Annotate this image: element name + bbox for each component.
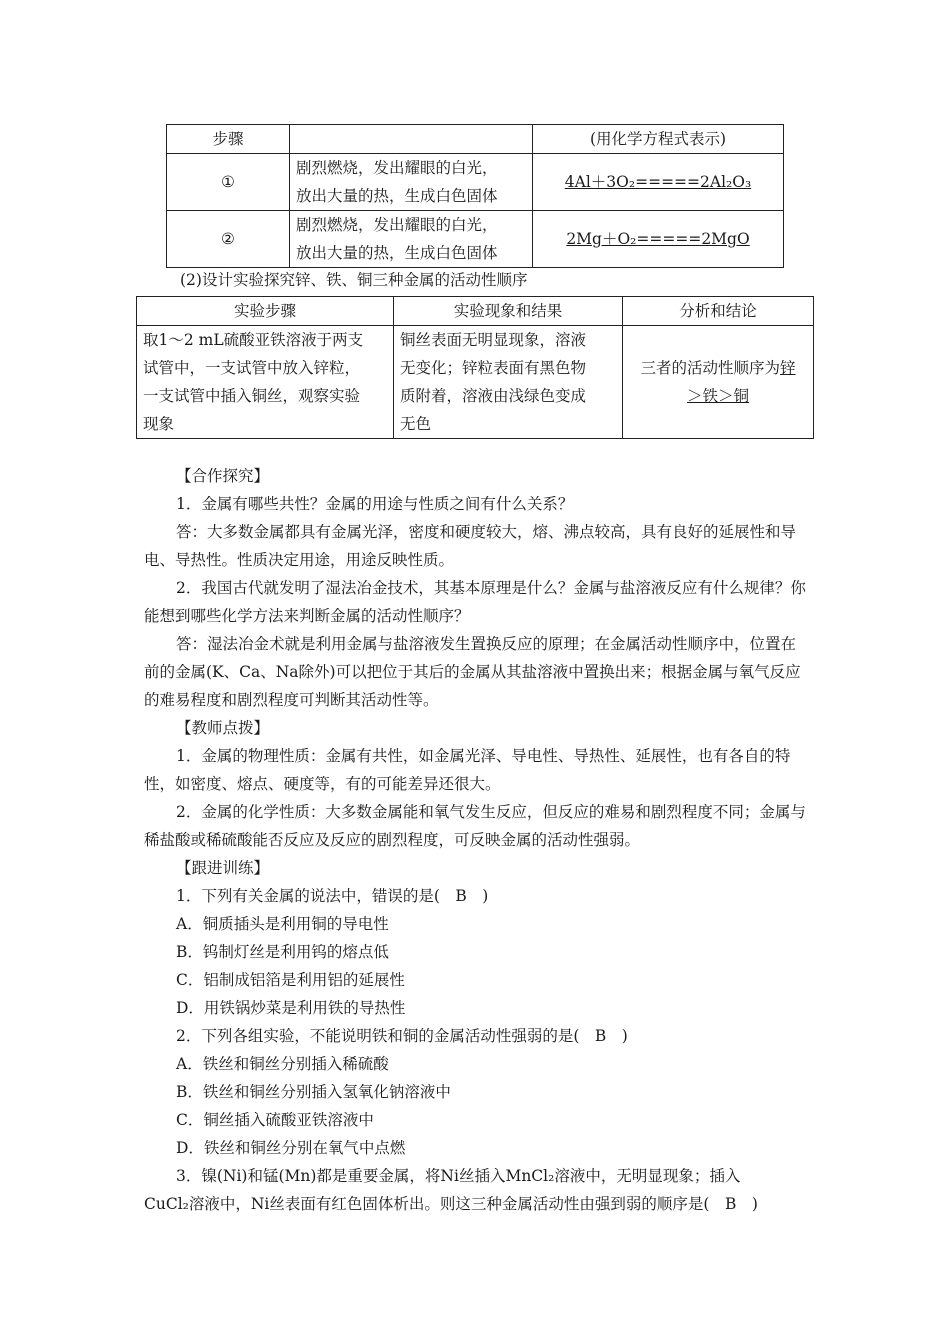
exercise-option: B．铁丝和铜丝分别插入氢氧化钠溶液中 [176, 1083, 451, 1101]
header-cell: 分析和结论 [623, 297, 814, 326]
header-phenomenon [290, 125, 533, 154]
phenomenon-line: 放出大量的热，生成白色固体 [296, 244, 498, 262]
table-row [137, 326, 814, 439]
exercise-question: 3．镍(Ni)和锰(Mn)都是重要金属，将Ni丝插入MnCl₂溶液中，无明显现象；插入 [176, 1167, 741, 1185]
exercise-question: 2．下列各组实验，不能说明铁和铜的金属活动性强弱的是( B ) [176, 1027, 628, 1045]
paragraph: 2．金属的化学性质：大多数金属能和氧气发生反应，但反应的难易和剧烈程度不同；金属与稀盐酸或稀硫酸能否反应及反应的剧烈程度，可反映金属的活动性强弱。 [144, 803, 806, 849]
table-row [167, 125, 784, 154]
steps-line: 一支试管中插入铜丝，观察实验 [143, 387, 361, 405]
step-cell: ① [167, 154, 290, 211]
experiment-table [136, 296, 814, 439]
equation-text: 2Mg＋O₂=====2MgO [566, 230, 750, 248]
exercise-question-cont: CuCl₂溶液中，Ni丝表面有红色固体析出。则这三种金属活动性由强到弱的顺序是( B ) [144, 1195, 758, 1213]
answer: 答：湿法冶金术就是利用金属与盐溶液发生置换反应的原理；在金属活动性顺序中，位置在前的金属(K、Ca、Na除外)可以把位于其后的金属从其盐溶液中置换出来；根据金属与氧气反应的难易程度和剧烈程度可判断其活动性等。 [144, 635, 801, 709]
answer: 答：大多数金属都具有金属光泽，密度和硬度较大，熔、沸点较高，具有良好的延展性和导电、导热性。性质决定用途，用途反映性质。 [144, 523, 797, 569]
paragraph: 1．金属的物理性质：金属有共性，如金属光泽、导电性、导热性、延展性，也有各自的特性，如密度、熔点、硬度等，有的可能差异还很大。 [144, 747, 791, 793]
exercise-option: A．铜质插头是利用铜的导电性 [176, 915, 389, 933]
phenomenon-line: 剧烈燃烧，发出耀眼的白光， [296, 159, 498, 177]
equation-cell [533, 154, 784, 211]
header-step: 步骤 [167, 125, 290, 154]
section-title: 【教师点拨】 [176, 719, 270, 737]
phenomenon-line: 放出大量的热，生成白色固体 [296, 187, 498, 205]
header-cell: 实验现象和结果 [394, 297, 623, 326]
equation-text: 4Al＋3O₂=====2Al₂O₃ [564, 173, 752, 191]
exercise-option: C．铝制成铝箔是利用铝的延展性 [176, 971, 405, 989]
section-title: 【合作探究】 [176, 467, 270, 485]
main-text [144, 462, 808, 1218]
phenomenon-cell [290, 211, 533, 268]
table-row [167, 211, 784, 268]
steps-line: 试管中，一支试管中放入锌粒， [143, 359, 361, 377]
exercise-question: 1．下列有关金属的说法中，错误的是( B ) [176, 887, 489, 905]
header-equation: (用化学方程式表示) [533, 125, 784, 154]
table-row [167, 154, 784, 211]
exercise-option: C．铜丝插入硫酸亚铁溶液中 [176, 1111, 374, 1129]
table-row [137, 297, 814, 326]
result-line: 质附着，溶液由浅绿色变成 [400, 387, 587, 405]
steps-line: 现象 [143, 415, 175, 433]
table2-caption: (2)设计实验探究锌、铁、铜三种金属的活动性顺序 [180, 271, 528, 289]
steps-cell [137, 326, 394, 439]
exercise-option: B．钨制灯丝是利用钨的熔点低 [176, 943, 389, 961]
conclusion-line [629, 382, 807, 410]
steps-line: 取1～2 mL硫酸亚铁溶液于两支 [143, 331, 364, 349]
conclusion-cell [623, 326, 814, 439]
phenomenon-cell [290, 154, 533, 211]
result-line: 无色 [400, 415, 432, 433]
question: 1．金属有哪些共性？金属的用途与性质之间有什么关系？ [176, 495, 574, 513]
conclusion-answer: ＞铁＞铜 [686, 387, 749, 405]
phenomenon-line: 剧烈燃烧，发出耀眼的白光， [296, 216, 498, 234]
conclusion-prefix: 三者的活动性顺序为 [640, 359, 780, 377]
section-title: 【跟进训练】 [176, 859, 270, 877]
result-line: 铜丝表面无明显现象，溶液 [400, 331, 587, 349]
exercise-option: A．铁丝和铜丝分别插入稀硫酸 [176, 1055, 389, 1073]
question: 2．我国古代就发明了湿法冶金技术，其基本原理是什么？金属与盐溶液反应有什么规律？你能想到哪些化学方法来判断金属的活动性顺序？ [144, 579, 806, 625]
exercise-option: D．用铁锅炒菜是利用铁的导热性 [176, 999, 406, 1017]
conclusion-answer: 锌 [780, 359, 796, 377]
header-cell: 实验步骤 [137, 297, 394, 326]
equation-cell [533, 211, 784, 268]
exercise-option: D．铁丝和铜丝分别在氧气中点燃 [176, 1139, 406, 1157]
result-line: 无变化；锌粒表面有黑色物 [400, 359, 587, 377]
conclusion-line [629, 354, 807, 382]
result-cell [394, 326, 623, 439]
step-cell: ② [167, 211, 290, 268]
reaction-table [166, 124, 784, 268]
